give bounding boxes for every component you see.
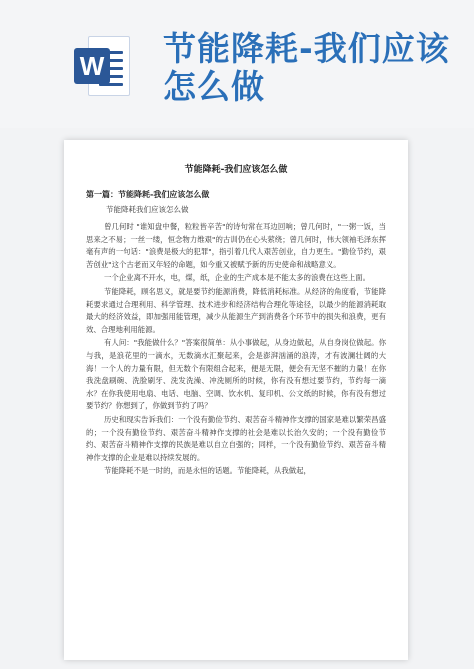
- word-document-icon: [74, 36, 130, 96]
- paragraph: 一个企业离不开水，电，煤，纸，企业的生产成本是不能太多的浪费在这些上面。: [104, 273, 371, 283]
- document-title: 节能降耗-我们应该怎么做: [184, 165, 288, 175]
- paragraph: 有人问："我能做什么？"答案很简单：从小事做起，从身边做起，从自身岗位做起。你与我，是浪花里的一滴水，无数滴水汇聚起来，会是澎湃汹涌的浪涛，才有波澜壮阔的大海！一个人的力量有限，但无数个有限组合起来，便是无限，便会有无坚不摧的力量！在你我洗盘刷碗、洗脸刷牙、洗发洗澡、冲洗厕所的时候，你有没有想过要节约，节约每一滴水？在你我使用电扇、电话、电脑、空调、饮水机、复印机、公文纸的时候，你有没有想过要节约？你想到了，你做到节约了吗？: [86, 338, 386, 411]
- paragraph: 曾几何时 "谁知盘中餐，粒粒皆辛苦"的诗句常在耳边回响；曾几何时，"一粥一饭，当思来之不易；一丝一缕，恒念物力维艰"的古训仍在心头萦绕；曾几何时，伟大领袖毛泽东挥毫有声的一句话："浪费是极大的犯罪"，指引着几代人艰苦创业，自力更生。"勤俭节约，艰苦创业"这个古老而又年轻的命题，如今重又被赋予新的历史使命和战略意义。: [86, 222, 386, 269]
- paragraph: 节能降耗，顾名思义，就是要节约能源消费，降低消耗标准。从经济的角度看，节能降耗要求通过合理利用、科学管理、技术进步和经济结构合理化等途径，以最少的能源消耗取最大的经济效益，即加强用能管理，减少从能源生产到消费各个环节中的损失和浪费，更有效、合理地利用能源。: [86, 286, 386, 334]
- paragraph: 节能降耗不是一时的，而是永恒的话题。节能降耗，从我做起，: [104, 466, 311, 476]
- document-subtitle: 节能降耗我们应该怎么做: [106, 205, 189, 214]
- document-page: [64, 140, 408, 660]
- word-letter-tile: W: [74, 48, 110, 84]
- section-heading: 第一篇：节能降耗-我们应该怎么做: [86, 190, 210, 199]
- banner: [0, 0, 474, 128]
- paragraph: 历史和现实告诉我们：一个没有勤俭节约、艰苦奋斗精神作支撑的国家是难以繁荣昌盛的；一个没有勤俭节约、艰苦奋斗精神作支撑的社会是难以长治久安的；一个没有勤俭节约、艰苦奋斗精神作支撑的民族是难以自立自强的；同样，一个没有勤俭节约、艰苦奋斗精神作支撑的企业是难以持续发展的。: [86, 414, 386, 462]
- banner-title: 节能降耗-我们应该怎么做: [163, 29, 450, 106]
- document-body: [86, 162, 386, 479]
